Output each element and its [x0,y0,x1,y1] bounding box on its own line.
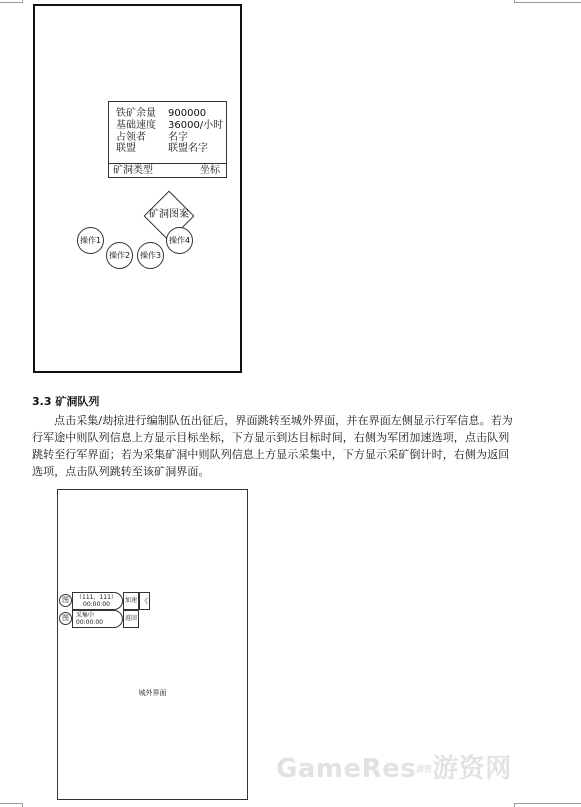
info-value: 联盟名字 [168,143,208,154]
crop-mark-bottom-right-h [514,803,581,804]
city-screen-label: 城外界面 [138,689,167,697]
mine-type-label: 矿洞类型 [113,165,153,176]
coordinate-label[interactable]: 坐标 [200,165,220,176]
queue-arrival-time: 00:00:00 [83,601,110,608]
queue-gather-status: 采集中 [76,612,95,619]
queue-info[interactable] [72,592,123,610]
watermark-logo [276,754,512,785]
mine-info-panel [108,101,227,178]
section-paragraph: 点击采集/劫掠进行编制队伍出征后，界面跳转至城外界面，并在界面左侧显示行军信息。若为行军途中则队列信息上方显示目标坐标，下方显示到达目标时间，右侧为军团加速选项，点击队列跳转至行军界面；若为采集矿洞中则队列信息上方显示采集中，下方显示采矿倒计时，右侧为返回选项，点击队列跳转至该矿洞界面。 [32,414,513,478]
info-value: 900000 [168,108,207,119]
return-button[interactable]: 返回 [123,610,139,628]
crop-mark-bottom-right-v [514,803,515,807]
crop-mark-top-left-v [22,0,23,3]
march-queue-row[interactable] [58,592,153,610]
watermark-cn: 游资网 [432,754,512,784]
info-value: 36000/小时 [168,120,224,131]
info-row-alliance [116,143,208,154]
info-key: 基础速度 [116,120,156,131]
op-4-button[interactable]: 操作4 [166,227,193,254]
section-heading: 3.3 矿洞队列 [32,395,100,408]
info-key: 联盟 [116,143,136,154]
op-3-button[interactable]: 操作3 [137,242,164,269]
speedup-button[interactable]: 加速 [123,592,139,610]
queue-info[interactable] [72,610,123,628]
op-2-button[interactable]: 操作2 [106,242,133,269]
queue-target-coordinate: （111，111） [76,594,117,601]
watermark-small: 游资 [416,764,433,774]
info-row-base-speed [116,120,223,131]
crop-mark-bottom-left-h [0,803,22,804]
info-row-iron-remaining [116,108,206,119]
info-key: 铁矿余量 [116,108,156,119]
crop-mark-top-right-h [514,2,581,3]
crop-mark-bottom-left-v [22,803,23,807]
info-row-occupier [116,132,188,143]
op-1-button[interactable]: 操作1 [77,227,104,254]
mine-pattern-label: 矿洞图案 [149,209,189,220]
crop-mark-top-right-v [514,0,515,3]
queue-avatar-icon: 图 [59,612,72,625]
city-screen-mockup [57,489,248,800]
queue-avatar-icon: 图 [59,594,72,607]
watermark-text: GameRes [276,754,417,784]
info-key: 占领者 [116,132,146,143]
crop-mark-top-left-h [0,2,22,3]
collapse-icon[interactable]: 《 [139,592,150,610]
info-value: 名字 [168,132,188,143]
gather-queue-row[interactable] [58,610,140,628]
queue-gather-countdown: 00:00:00 [76,619,103,626]
mine-screen-mockup [33,4,242,373]
